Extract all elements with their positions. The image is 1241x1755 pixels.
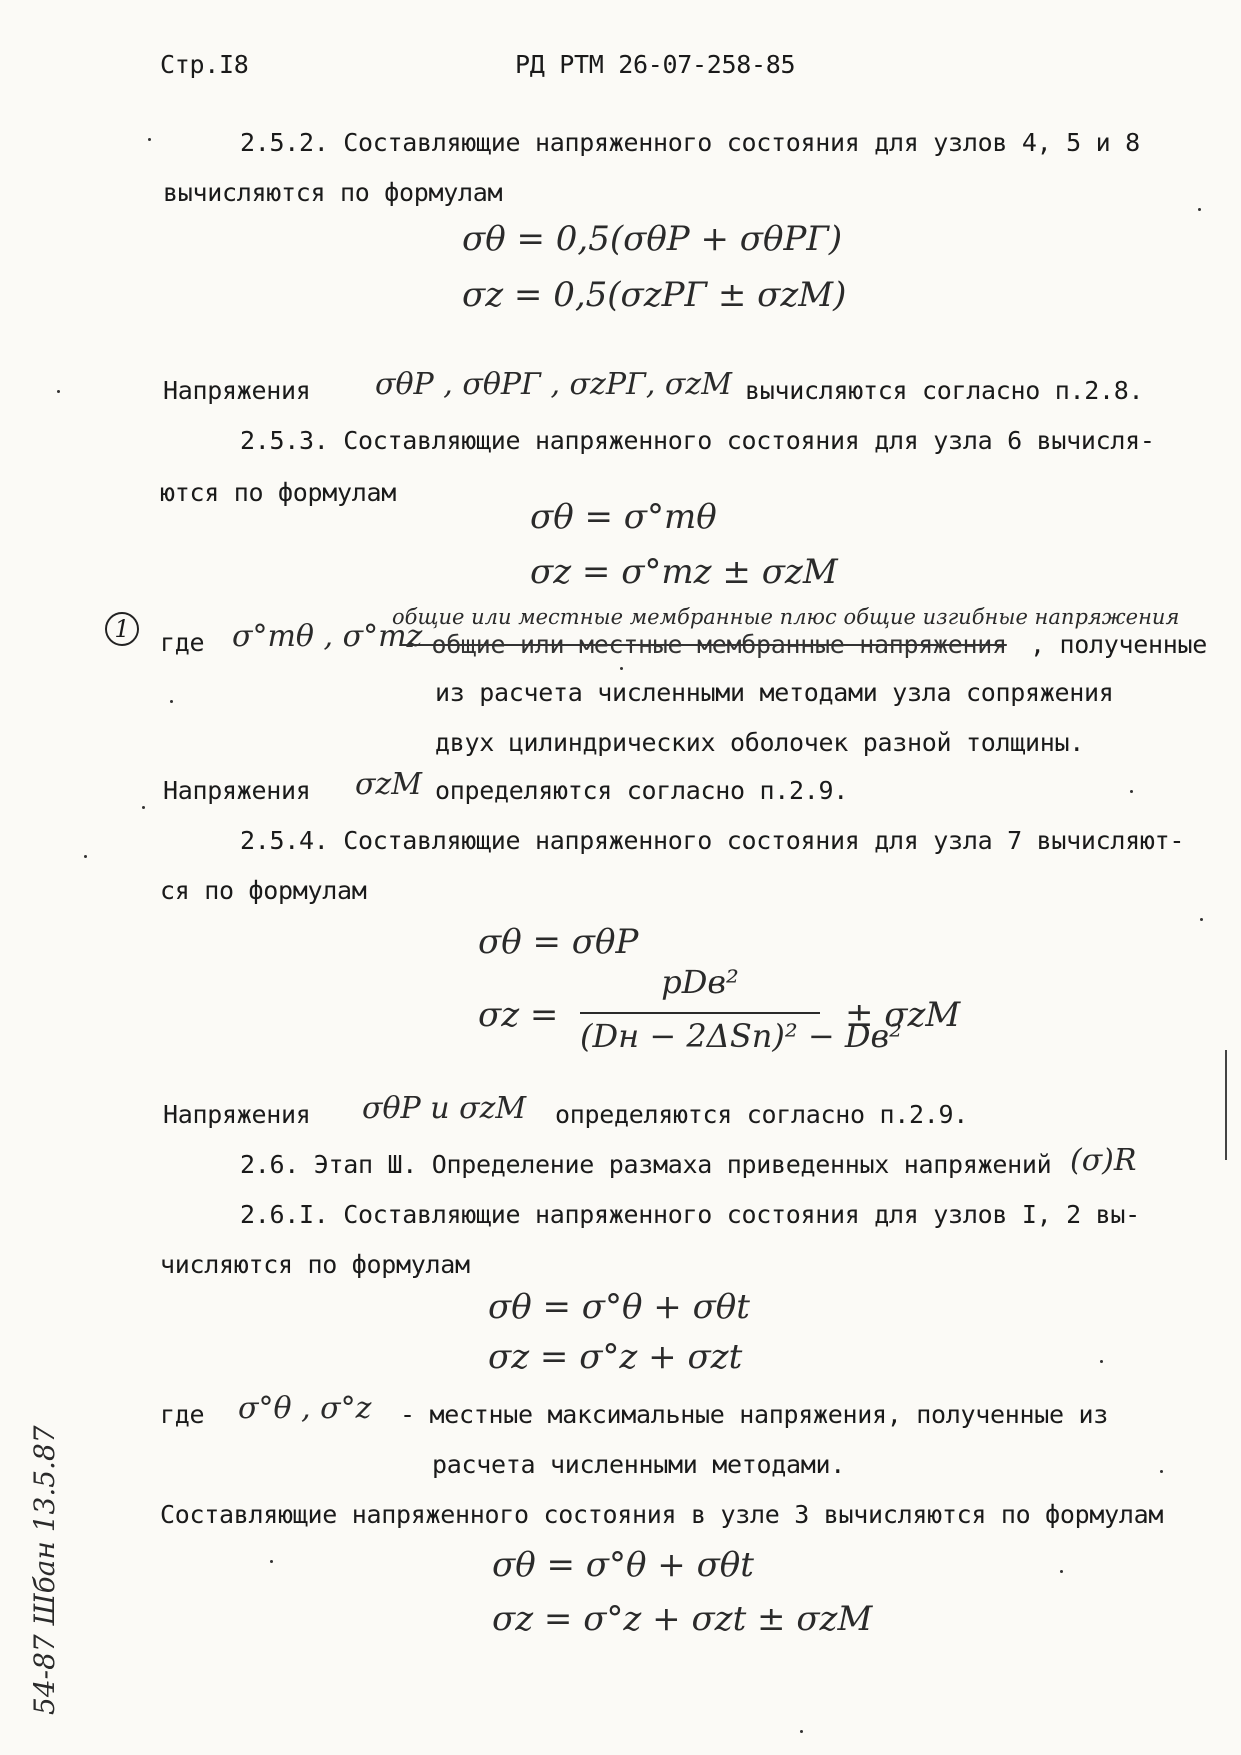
- formula-2-5-3-b: σz = σ°mz ± σzM: [530, 552, 838, 592]
- formula-2-6-1-a: σθ = σ°θ + σθt: [488, 1287, 750, 1327]
- stress-note-3-text: определяются согласно п.2.9.: [555, 1100, 969, 1129]
- formula-2-5-4-a: σθ = σθP: [478, 922, 639, 962]
- stress-note-2-text: определяются согласно п.2.9.: [435, 776, 849, 805]
- node-3-text: Составляющие напряженного состояния в узле 3 вычисляются по формулам: [160, 1500, 1164, 1529]
- stress-note-2-symbols: σzM: [355, 767, 423, 802]
- scan-speck: [57, 390, 60, 393]
- where-2-label: где: [160, 1400, 205, 1429]
- scan-speck: [1200, 918, 1203, 921]
- page-number: Стр.I8: [160, 50, 249, 79]
- scan-edge-line: [1225, 1050, 1227, 1160]
- formula-2-5-2-a: σθ = 0,5(σθP + σθPГ): [462, 219, 843, 259]
- document-code: РД РТМ 26-07-258-85: [515, 50, 796, 79]
- formula-2-5-3-a: σθ = σ°mθ: [530, 497, 717, 537]
- fraction-numerator: pDв²: [661, 963, 739, 1001]
- scan-speck: [270, 1560, 273, 1563]
- section-2-6-symbol: (σ)R: [1070, 1143, 1137, 1178]
- stress-note-3-label: Напряжения: [163, 1100, 311, 1129]
- formula-2-6-1-b: σz = σ°z + σzt: [488, 1337, 743, 1377]
- stress-note-1-label: Напряжения: [163, 376, 311, 405]
- where-1-line3: двух цилиндрических оболочек разной толщины.: [435, 728, 1085, 757]
- fraction-bar: [580, 1012, 820, 1014]
- scan-speck: [170, 700, 173, 703]
- section-2-5-4-line1: 2.5.4. Составляющие напряженного состояния для узла 7 вычисляют-: [240, 826, 1185, 855]
- where-1-text-tail: , полученные: [1030, 630, 1208, 659]
- where-1-label: где: [160, 628, 205, 657]
- where-2-line1: - местные максимальные напряжения, полученные из: [400, 1400, 1109, 1429]
- scan-speck: [142, 806, 145, 809]
- stress-note-1-symbols: σθP , σθPГ , σzPГ, σzM: [375, 367, 732, 402]
- section-2-5-3-line1: 2.5.3. Составляющие напряженного состояния для узла 6 вычисля-: [240, 426, 1155, 455]
- section-2-6-1-line1: 2.6.I. Составляющие напряженного состояния для узлов I, 2 вы-: [240, 1200, 1140, 1229]
- scan-speck: [84, 855, 87, 858]
- section-2-5-2-line1: 2.5.2. Составляющие напряженного состояния для узлов 4, 5 и 8: [240, 128, 1140, 157]
- scan-speck: [1198, 208, 1201, 211]
- section-2-5-3-line2: ются по формулам: [160, 478, 397, 507]
- handwritten-circled-mark: 1: [105, 612, 139, 646]
- where-1-line2: из расчета численными методами узла сопряжения: [435, 678, 1114, 707]
- scan-speck: [1100, 1360, 1103, 1363]
- stress-note-3-symbols: σθP и σzM: [362, 1091, 527, 1126]
- scan-speck: [1160, 1470, 1163, 1473]
- where-2-line2: расчета численными методами.: [432, 1450, 846, 1479]
- formula-2-5-2-b: σz = 0,5(σzPГ ± σzM): [462, 275, 847, 315]
- stress-note-1-text: вычисляются согласно п.2.8.: [745, 376, 1144, 405]
- formula-2-5-4-b-lhs: σz =: [478, 995, 559, 1035]
- struck-text: - общие или местные мембранные напряжения: [402, 630, 1007, 659]
- scan-speck: [1060, 1570, 1063, 1573]
- handwritten-correction: общие или местные мембранные плюс общие изгибные напряжения: [392, 605, 1180, 629]
- stress-note-2-label: Напряжения: [163, 776, 311, 805]
- scan-speck: [800, 1730, 803, 1733]
- scan-speck: [1130, 790, 1133, 793]
- fraction-denominator: (Dн − 2ΔSп)² − Dв²: [580, 1017, 902, 1055]
- formula-2-5-4-b-rhs: ± σzM: [845, 995, 961, 1035]
- section-2-6: 2.6. Этап Ш. Определение размаха приведенных напряжений: [240, 1150, 1052, 1179]
- scan-speck: [620, 667, 623, 670]
- where-1-symbols: σ°mθ , σ°mz: [232, 619, 423, 654]
- margin-handwritten-note: 54-87 Шбан 13.5.87: [28, 1425, 61, 1715]
- scan-speck: [148, 138, 151, 141]
- section-2-5-2-line2: вычисляются по формулам: [163, 178, 503, 207]
- formula-node-3-a: σθ = σ°θ + σθt: [492, 1545, 754, 1585]
- formula-node-3-b: σz = σ°z + σzt ± σzM: [492, 1599, 873, 1639]
- section-2-6-1-line2: числяются по формулам: [160, 1250, 470, 1279]
- section-2-5-4-line2: ся по формулам: [160, 876, 367, 905]
- where-2-symbols: σ°θ , σ°z: [238, 1391, 372, 1426]
